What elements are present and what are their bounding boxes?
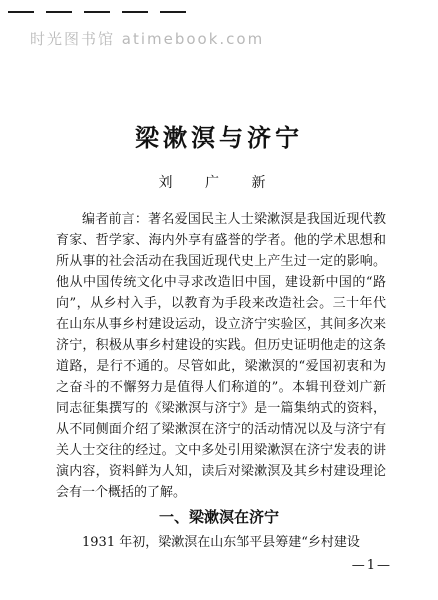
top-rule-2	[46, 11, 72, 13]
top-rule-3	[84, 11, 110, 13]
body-paragraph-start: 1931 年初，梁漱溟在山东邹平县筹建“乡村建设	[82, 535, 360, 550]
page-number: —1—	[351, 558, 392, 573]
author-name: 刘 广 新	[158, 175, 280, 191]
article-title: 梁漱溟与济宁	[135, 124, 303, 152]
section-heading: 一、梁漱溟在济宁	[158, 508, 279, 526]
top-rule-4	[122, 11, 148, 13]
top-rule-1	[8, 11, 34, 13]
watermark: 时光图书馆 atimebook.com	[30, 30, 265, 48]
editor-preface: 编者前言：著名爱国民主人士梁漱溟是我国近现代教育家、哲学家、海内外享有盛誉的学者。他的学术思想和所从事的社会活动在我国近现代史上产生过一定的影响。他从中国传统文化中寻求改造旧中国，建设新中国的“路向”，从乡村入手，以教育为手段来改造社会。三十年代在山东从事乡村建设运动，设立济宁实验区，其间多次来济宁，积极从事乡村建设的实践。但历史证明他走的这条道路，是行不通的。尽管如此，梁漱溟的“爱国初衷和为之奋斗的不懈努力是值得人们称道的”。本辑刊登刘广新同志征集撰写的《梁漱溟与济宁》是一篇集纳式的资料，从不同侧面介绍了梁漱溟在济宁的活动情况以及与济宁有关人士交往的经过。文中多处引用梁漱溟在济宁发表的讲演内容，资料鲜为人知，读后对梁漱溟及其乡村建设理论会有一个概括的了解。	[56, 212, 386, 500]
top-rule-5	[160, 11, 186, 13]
